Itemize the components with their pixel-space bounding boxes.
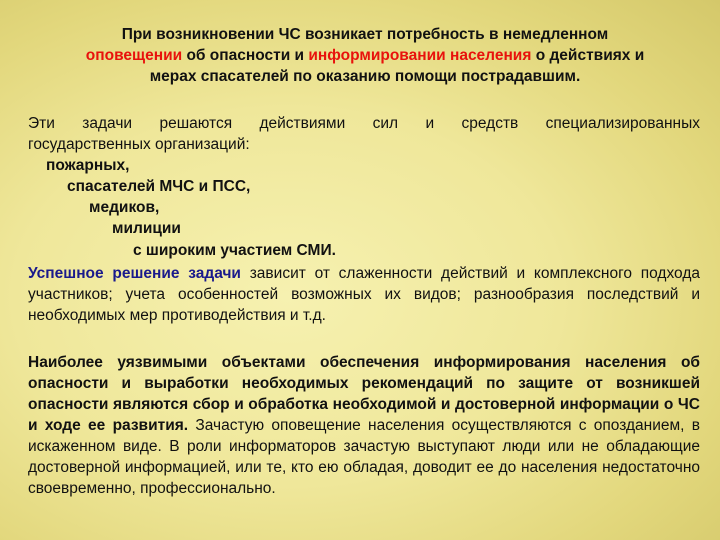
slide-heading bbox=[30, 24, 700, 87]
heading-line-2 bbox=[30, 45, 700, 66]
heading-line-1: При возникновении ЧС возникает потребность в немедленном bbox=[121, 26, 609, 43]
success-text: зависит от слаженности действий и комплексного подхода участников; учета особенностей возможных их видов; разнообразия последствий и необходимых мер противодействия и т.д. bbox=[28, 265, 700, 324]
org-item-media: с широким участием СМИ. bbox=[133, 242, 336, 259]
intro-paragraph bbox=[28, 113, 700, 155]
vulnerable-bold-text: Наиболее уязвимыми объектами обеспечения информирования населения об опасности и выработки необходимых рекомендаций по защите от возникшей опасности являются сбор и обработка необходимой и достоверной информации о ЧС и ходе ее развития. bbox=[28, 354, 700, 434]
success-lead: Успешное решение задачи bbox=[28, 265, 241, 282]
success-paragraph bbox=[28, 263, 700, 326]
intro-line-2: государственных организаций: bbox=[28, 136, 250, 153]
org-item-firefighters: пожарных, bbox=[46, 157, 130, 174]
heading-mid-text: об опасности и bbox=[182, 47, 309, 64]
vulnerable-paragraph bbox=[28, 352, 700, 499]
heading-highlight-alert: оповещении bbox=[85, 47, 183, 64]
heading-tail-text: о действиях и bbox=[531, 47, 645, 64]
org-item-medics: медиков, bbox=[89, 199, 160, 216]
heading-highlight-inform: информировании населения bbox=[308, 47, 532, 64]
heading-line-3: мерах спасателей по оказанию помощи пострадавшим. bbox=[149, 68, 581, 85]
vulnerable-normal-text: Зачастую оповещение населения осуществляются с опозданием, в искаженном виде. В роли информаторов зачастую выступают люди или не обладающие достоверной информацией, или те, кто ею обладая, доводит ее до населения недостаточно своевременно, профессионально. bbox=[28, 417, 700, 497]
org-item-rescuers: спасателей МЧС и ПСС, bbox=[67, 178, 251, 195]
intro-line-1: Эти задачи решаются действиями сил и средств специализированных bbox=[28, 115, 700, 132]
org-item-police: милиции bbox=[112, 220, 181, 237]
